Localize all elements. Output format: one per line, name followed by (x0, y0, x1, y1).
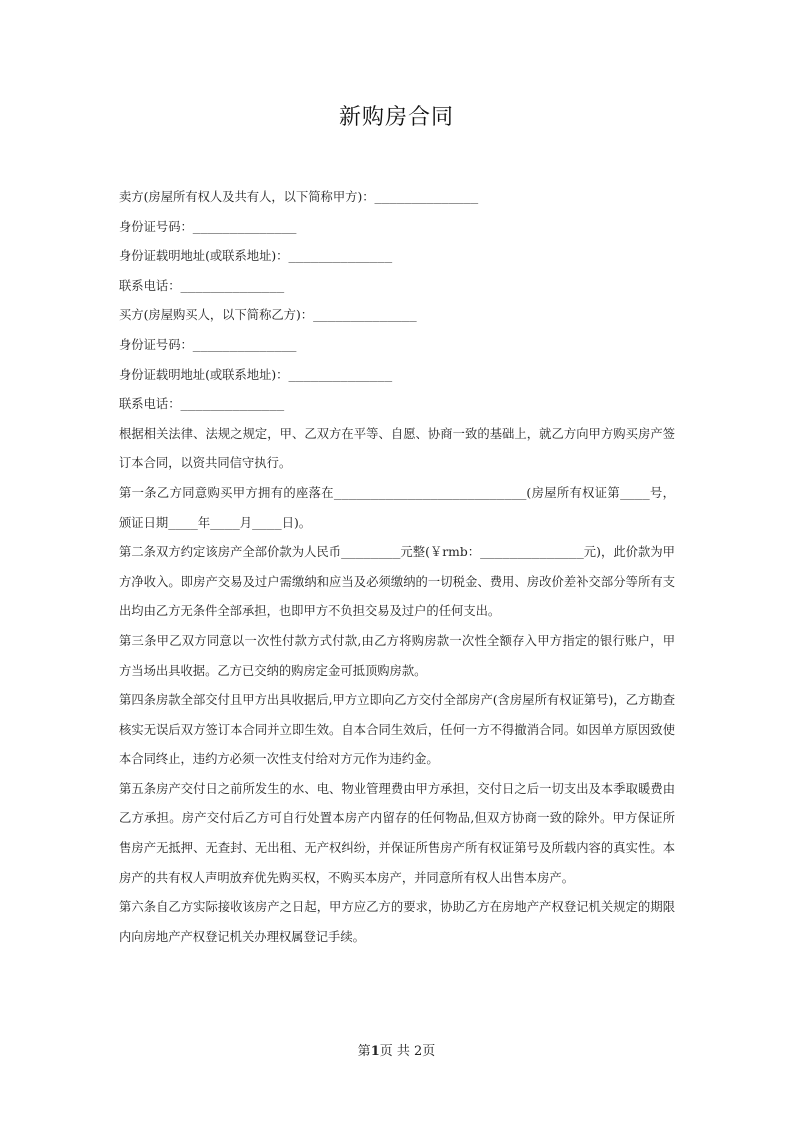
article-6-paragraph: 第六条自乙方实际接收该房产之日起，甲方应乙方的要求，协助乙方在房地产产权登记机关规定的期限内向房地产产权登记机关办理权属登记手续。 (119, 900, 675, 944)
blank-field: __________________________ (333, 485, 527, 500)
article-5-paragraph: 第五条房产交付日之前所发生的水、电、物业管理费由甲方承担，交付日之后一切支出及本季取暖费由乙方承担。房产交付后乙方可自行处置本房产内留存的任何物品,但双方协商一致的除外。甲方保证所售房产无抵押、无查封、无出租、无产权纠纷，并保证所售房产所有权证第号及所载内容的真实性。本房产的共有权人声明放弃优先购买权，不购买本房产，并同意所有权人出售本房产。 (119, 781, 675, 885)
seller-name-line (119, 183, 675, 213)
blank-field: ______________ (288, 249, 393, 264)
blank-field: ____ (210, 515, 240, 530)
page-number-mid: 页 共 (379, 1044, 410, 1059)
article-2-paragraph (119, 538, 675, 627)
article-2-text: 元)，此价款为甲方净收入。即房产交易及过户需缴纳和应当及必须缴纳的一切税金、费用、房改价差补交部分等所有支出均由乙方无条件全部承担，也即甲方不负担交易及过户的任何支出。 (119, 545, 675, 619)
field-label: 联系电话： (119, 397, 181, 412)
blank-field: ______________ (192, 219, 297, 234)
seller-address-line (119, 242, 675, 272)
article-1-text: 日)。 (281, 515, 312, 530)
field-label: 身份证号码： (119, 219, 193, 234)
preamble-paragraph: 根据相关法律、法规之规定，甲、乙双方在平等、自愿、协商一致的基础上，就乙方向甲方购买房产签订本合同，以资共同信守执行。 (119, 426, 675, 471)
article-2-text: 第二条双方约定该房产全部价款为人民币 (119, 545, 342, 560)
blank-field: ________ (341, 545, 401, 560)
buyer-name-line (119, 301, 675, 331)
blank-field: ______________ (288, 367, 393, 382)
page-number-prefix: 第 (357, 1044, 371, 1059)
article-1-text: 年 (197, 515, 211, 530)
blank-field: ____ (252, 515, 282, 530)
field-label: 联系电话： (119, 278, 181, 293)
article-1-text: 号，颁证日期 (119, 485, 675, 530)
field-label: 身份证载明地址(或联系地址)： (119, 367, 289, 382)
blank-field: ____ (620, 485, 650, 500)
article-4-paragraph: 第四条房款全部交付且甲方出具收据后,甲方立即向乙方交付全部房产(含房屋所有权证第号)，乙方勘查核实无误后双方签订本合同并立即生效。自本合同生效后，任何一方不得撤消合同。如因单方原因致使本合同终止，违约方必须一次性支付给对方元作为违约金。 (119, 693, 675, 767)
article-1-text: (房屋所有权证第 (526, 485, 621, 500)
field-label: 卖方(房屋所有权人及共有人，以下简称甲方)： (119, 190, 375, 204)
current-page-number: 1 (370, 1044, 380, 1059)
document-title: 新购房合同 (338, 105, 454, 130)
article-1-text: 第一条乙方同意购买甲方拥有的座落在 (119, 485, 334, 500)
seller-id-line (119, 213, 675, 243)
blank-field: ______________ (192, 337, 297, 352)
article-3-paragraph: 第三条甲乙双方同意以一次性付款方式付款,由乙方将购房款一次性全额存入甲方指定的银行账户，甲方当场出具收据。乙方已交纳的购房定金可抵顶购房款。 (119, 633, 675, 678)
field-label: 身份证载明地址(或联系地址)： (119, 249, 289, 264)
buyer-id-line (119, 331, 675, 361)
blank-field: ______________ (480, 545, 584, 560)
page-footer (0, 1040, 793, 1059)
article-1-text: 月 (239, 515, 253, 530)
blank-field: ____ (168, 515, 198, 530)
total-pages-number: 2 (414, 1044, 423, 1059)
blank-field: ______________ (374, 190, 479, 204)
document-body (119, 183, 675, 952)
field-label: 身份证号码： (119, 337, 193, 352)
page-number-suffix: 页 (422, 1044, 436, 1059)
field-label: 买方(房屋购买人，以下简称乙方)： (119, 308, 314, 323)
blank-field: ______________ (313, 308, 417, 323)
buyer-phone-line (119, 390, 675, 420)
blank-field: ______________ (180, 397, 285, 412)
blank-field: ______________ (180, 278, 285, 293)
article-1-paragraph (119, 479, 675, 538)
buyer-address-line (119, 361, 675, 391)
article-2-text: 元整(￥rmb： (400, 545, 481, 560)
seller-phone-line (119, 272, 675, 302)
